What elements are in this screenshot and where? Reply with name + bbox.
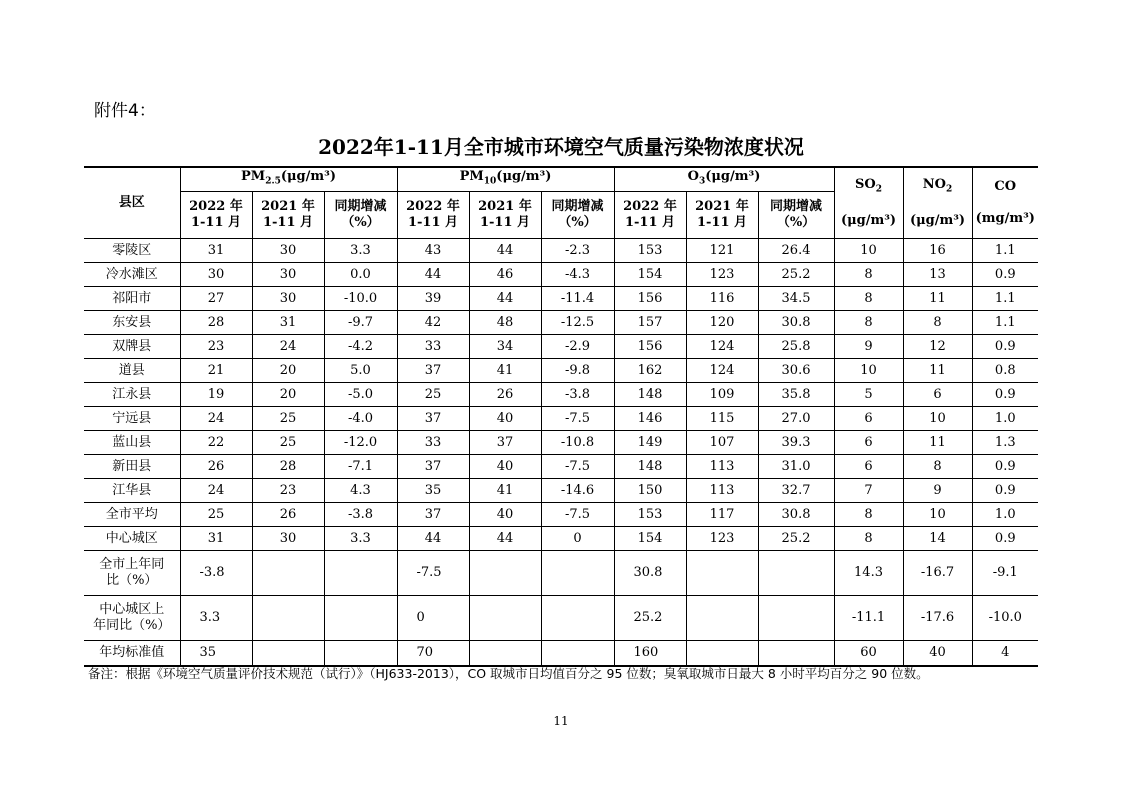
value-cell: 154: [614, 527, 686, 551]
region-cell: 零陵区: [84, 239, 180, 263]
value-cell: 146: [614, 407, 686, 431]
value-cell: 25: [180, 503, 252, 527]
value-cell: 156: [614, 287, 686, 311]
region-cell: 宁远县: [84, 407, 180, 431]
empty-cell: [758, 596, 834, 641]
value-cell: 107: [686, 431, 758, 455]
value-cell: 3.3: [324, 527, 397, 551]
value-cell: 37: [397, 455, 469, 479]
empty-cell: [469, 641, 541, 667]
value-cell: 10: [834, 359, 903, 383]
value-cell: 154: [614, 263, 686, 287]
subcol-header: 2021 年 1-11 月: [252, 192, 324, 239]
value-cell: -12.0: [324, 431, 397, 455]
value-cell: 28: [180, 311, 252, 335]
value-cell: 1.0: [972, 407, 1038, 431]
subcol-header: 2021 年 1-11 月: [469, 192, 541, 239]
empty-cell: [324, 596, 397, 641]
value-cell: 6: [903, 383, 972, 407]
region-cell: 新田县: [84, 455, 180, 479]
value-cell: 5.0: [324, 359, 397, 383]
value-cell: 123: [686, 263, 758, 287]
region-cell: 蓝山县: [84, 431, 180, 455]
value-cell: 14.3: [834, 551, 903, 596]
region-cell: 道县: [84, 359, 180, 383]
value-cell: 60: [834, 641, 903, 667]
value-cell: 20: [252, 383, 324, 407]
value-cell: 150: [614, 479, 686, 503]
value-cell: 8: [834, 287, 903, 311]
value-cell: -12.5: [541, 311, 614, 335]
value-cell: 41: [469, 479, 541, 503]
value-cell: 10: [903, 503, 972, 527]
value-cell: 30.8: [758, 503, 834, 527]
region-header: 县区: [84, 167, 180, 239]
value-cell: 26: [252, 503, 324, 527]
value-cell: 30.6: [758, 359, 834, 383]
value-cell: 44: [469, 239, 541, 263]
value-cell: 8: [834, 503, 903, 527]
empty-cell: [686, 551, 758, 596]
value-cell: 40: [469, 503, 541, 527]
value-cell: 42: [397, 311, 469, 335]
table-row: [84, 335, 1038, 359]
value-cell: -9.1: [972, 551, 1038, 596]
air-quality-table: [84, 166, 1038, 667]
table-row: [84, 431, 1038, 455]
region-cell: 全市平均: [84, 503, 180, 527]
value-cell: 33: [397, 431, 469, 455]
value-cell: -10.0: [972, 596, 1038, 641]
pm10-header: $PM_{10}(\mu g/m^3)$: [397, 167, 614, 192]
value-cell: 121: [686, 239, 758, 263]
value-cell: -9.7: [324, 311, 397, 335]
value-cell: 123: [686, 527, 758, 551]
table-row: [84, 503, 1038, 527]
value-cell: 21: [180, 359, 252, 383]
empty-cell: [469, 551, 541, 596]
value-cell: -7.5: [397, 551, 469, 596]
value-cell: 26.4: [758, 239, 834, 263]
value-cell: 4.3: [324, 479, 397, 503]
value-cell: 162: [614, 359, 686, 383]
empty-cell: [252, 551, 324, 596]
value-cell: 153: [614, 239, 686, 263]
value-cell: -4.2: [324, 335, 397, 359]
table-row: [84, 359, 1038, 383]
value-cell: 124: [686, 335, 758, 359]
value-cell: 8: [903, 455, 972, 479]
empty-cell: [758, 551, 834, 596]
so2-header: $SO_2$ (μg/m³): [834, 167, 903, 239]
value-cell: 148: [614, 455, 686, 479]
value-cell: 8: [903, 311, 972, 335]
table-row: [84, 551, 1038, 596]
empty-cell: [541, 551, 614, 596]
value-cell: 34.5: [758, 287, 834, 311]
value-cell: 30: [252, 287, 324, 311]
value-cell: -17.6: [903, 596, 972, 641]
footnote: 备注：根据《环境空气质量评价技术规范（试行）》（HJ633-2013），CO 取城市日均值百分之 95 位数；臭氧取城市日最大 8 小时平均百分之 90 位数。: [88, 666, 929, 681]
pm25-header: $PM_{2.5}(\mu g/m^3)$: [180, 167, 397, 192]
value-cell: 20: [252, 359, 324, 383]
value-cell: -3.8: [180, 551, 252, 596]
value-cell: 30: [252, 263, 324, 287]
value-cell: 14: [903, 527, 972, 551]
value-cell: 25: [397, 383, 469, 407]
region-cell: 双牌县: [84, 335, 180, 359]
subcol-header: 2022 年 1-11 月: [614, 192, 686, 239]
value-cell: -7.5: [541, 407, 614, 431]
value-cell: 0: [397, 596, 469, 641]
value-cell: 46: [469, 263, 541, 287]
value-cell: 39.3: [758, 431, 834, 455]
value-cell: 13: [903, 263, 972, 287]
empty-cell: [252, 596, 324, 641]
value-cell: 33: [397, 335, 469, 359]
subcol-header: 2021 年 1-11 月: [686, 192, 758, 239]
empty-cell: [252, 641, 324, 667]
value-cell: 35: [397, 479, 469, 503]
value-cell: 6: [834, 455, 903, 479]
value-cell: 34: [469, 335, 541, 359]
empty-cell: [686, 641, 758, 667]
value-cell: 25.8: [758, 335, 834, 359]
value-cell: 30.8: [614, 551, 686, 596]
region-cell: 冷水滩区: [84, 263, 180, 287]
value-cell: 25.2: [758, 263, 834, 287]
o3-header: $O_3(\mu g/m^3)$: [614, 167, 834, 192]
region-cell: 江永县: [84, 383, 180, 407]
value-cell: 113: [686, 455, 758, 479]
value-cell: 25: [252, 407, 324, 431]
value-cell: 37: [397, 359, 469, 383]
value-cell: 157: [614, 311, 686, 335]
value-cell: 25.2: [614, 596, 686, 641]
value-cell: 5: [834, 383, 903, 407]
value-cell: 22: [180, 431, 252, 455]
value-cell: 0.9: [972, 335, 1038, 359]
value-cell: -10.0: [324, 287, 397, 311]
region-cell: 中心城区上 年同比（%）: [84, 596, 180, 641]
empty-cell: [686, 596, 758, 641]
value-cell: -9.8: [541, 359, 614, 383]
value-cell: 23: [252, 479, 324, 503]
empty-cell: [758, 641, 834, 667]
value-cell: 43: [397, 239, 469, 263]
empty-cell: [469, 596, 541, 641]
value-cell: 12: [903, 335, 972, 359]
value-cell: 4: [972, 641, 1038, 667]
value-cell: 153: [614, 503, 686, 527]
value-cell: 35: [180, 641, 252, 667]
value-cell: 0.9: [972, 383, 1038, 407]
table-row: [84, 239, 1038, 263]
value-cell: 25: [252, 431, 324, 455]
value-cell: 1.3: [972, 431, 1038, 455]
value-cell: 40: [903, 641, 972, 667]
value-cell: -2.9: [541, 335, 614, 359]
value-cell: 35.8: [758, 383, 834, 407]
value-cell: 24: [252, 335, 324, 359]
value-cell: -11.4: [541, 287, 614, 311]
value-cell: 0.9: [972, 479, 1038, 503]
value-cell: 16: [903, 239, 972, 263]
value-cell: 44: [397, 263, 469, 287]
value-cell: 23: [180, 335, 252, 359]
value-cell: 27.0: [758, 407, 834, 431]
value-cell: 0.8: [972, 359, 1038, 383]
value-cell: 8: [834, 527, 903, 551]
value-cell: 37: [469, 431, 541, 455]
value-cell: 37: [397, 407, 469, 431]
subcol-header: 同期增减 （%）: [324, 192, 397, 239]
subcol-header: 同期增减 （%）: [758, 192, 834, 239]
value-cell: 3.3: [180, 596, 252, 641]
region-cell: 年均标准值: [84, 641, 180, 667]
table-row: [84, 383, 1038, 407]
value-cell: 0.9: [972, 263, 1038, 287]
value-cell: 30: [252, 527, 324, 551]
value-cell: 41: [469, 359, 541, 383]
subcol-header: 2022 年 1-11 月: [180, 192, 252, 239]
value-cell: 70: [397, 641, 469, 667]
value-cell: 31: [252, 311, 324, 335]
value-cell: 1.1: [972, 287, 1038, 311]
table-row: [84, 263, 1038, 287]
value-cell: 8: [834, 311, 903, 335]
value-cell: 124: [686, 359, 758, 383]
value-cell: -2.3: [541, 239, 614, 263]
value-cell: 44: [397, 527, 469, 551]
page-number: 11: [553, 714, 569, 728]
value-cell: 115: [686, 407, 758, 431]
value-cell: 7: [834, 479, 903, 503]
table-row: [84, 596, 1038, 641]
value-cell: 10: [834, 239, 903, 263]
region-cell: 江华县: [84, 479, 180, 503]
attachment-label: 附件4：: [94, 101, 156, 121]
value-cell: -14.6: [541, 479, 614, 503]
value-cell: 149: [614, 431, 686, 455]
value-cell: -4.3: [541, 263, 614, 287]
value-cell: 27: [180, 287, 252, 311]
value-cell: 28: [252, 455, 324, 479]
value-cell: 10: [903, 407, 972, 431]
empty-cell: [324, 641, 397, 667]
table-row: [84, 455, 1038, 479]
value-cell: 11: [903, 287, 972, 311]
value-cell: 30: [180, 263, 252, 287]
page-title: 2022年1-11月全市城市环境空气质量污染物浓度状况: [318, 135, 804, 159]
region-cell: 中心城区: [84, 527, 180, 551]
value-cell: 148: [614, 383, 686, 407]
value-cell: 109: [686, 383, 758, 407]
value-cell: 31: [180, 527, 252, 551]
value-cell: 0: [541, 527, 614, 551]
value-cell: 113: [686, 479, 758, 503]
value-cell: 24: [180, 407, 252, 431]
empty-cell: [541, 641, 614, 667]
value-cell: 40: [469, 455, 541, 479]
value-cell: 24: [180, 479, 252, 503]
value-cell: 3.3: [324, 239, 397, 263]
value-cell: 0.9: [972, 527, 1038, 551]
value-cell: 6: [834, 407, 903, 431]
region-cell: 全市上年同 比（%）: [84, 551, 180, 596]
value-cell: 156: [614, 335, 686, 359]
value-cell: 1.0: [972, 503, 1038, 527]
table-row: [84, 311, 1038, 335]
value-cell: 0.0: [324, 263, 397, 287]
value-cell: -11.1: [834, 596, 903, 641]
value-cell: 1.1: [972, 239, 1038, 263]
table-row: [84, 641, 1038, 667]
value-cell: 30.8: [758, 311, 834, 335]
value-cell: 48: [469, 311, 541, 335]
value-cell: -10.8: [541, 431, 614, 455]
value-cell: 44: [469, 287, 541, 311]
table-row: [84, 287, 1038, 311]
value-cell: 44: [469, 527, 541, 551]
value-cell: 11: [903, 359, 972, 383]
value-cell: -4.0: [324, 407, 397, 431]
empty-cell: [324, 551, 397, 596]
value-cell: 0.9: [972, 455, 1038, 479]
value-cell: 25.2: [758, 527, 834, 551]
value-cell: 9: [834, 335, 903, 359]
region-cell: 祁阳市: [84, 287, 180, 311]
value-cell: 32.7: [758, 479, 834, 503]
value-cell: -3.8: [324, 503, 397, 527]
no2-header: $NO_2$ (μg/m³): [903, 167, 972, 239]
value-cell: 39: [397, 287, 469, 311]
subcol-header: 2022 年 1-11 月: [397, 192, 469, 239]
value-cell: 11: [903, 431, 972, 455]
value-cell: 26: [180, 455, 252, 479]
value-cell: 30: [252, 239, 324, 263]
co-header: CO (mg/m³): [972, 167, 1038, 239]
value-cell: 9: [903, 479, 972, 503]
value-cell: -5.0: [324, 383, 397, 407]
table-body: [84, 239, 1038, 667]
value-cell: 37: [397, 503, 469, 527]
table-row: [84, 407, 1038, 431]
value-cell: -7.5: [541, 503, 614, 527]
value-cell: 31.0: [758, 455, 834, 479]
value-cell: 1.1: [972, 311, 1038, 335]
value-cell: 31: [180, 239, 252, 263]
value-cell: 19: [180, 383, 252, 407]
subcol-header: 同期增减 （%）: [541, 192, 614, 239]
table-row: [84, 527, 1038, 551]
value-cell: 26: [469, 383, 541, 407]
value-cell: 116: [686, 287, 758, 311]
value-cell: -16.7: [903, 551, 972, 596]
value-cell: 120: [686, 311, 758, 335]
value-cell: 160: [614, 641, 686, 667]
value-cell: -7.5: [541, 455, 614, 479]
value-cell: 8: [834, 263, 903, 287]
region-cell: 东安县: [84, 311, 180, 335]
value-cell: 40: [469, 407, 541, 431]
value-cell: 6: [834, 431, 903, 455]
value-cell: 117: [686, 503, 758, 527]
value-cell: -3.8: [541, 383, 614, 407]
value-cell: -7.1: [324, 455, 397, 479]
empty-cell: [541, 596, 614, 641]
table-row: [84, 479, 1038, 503]
